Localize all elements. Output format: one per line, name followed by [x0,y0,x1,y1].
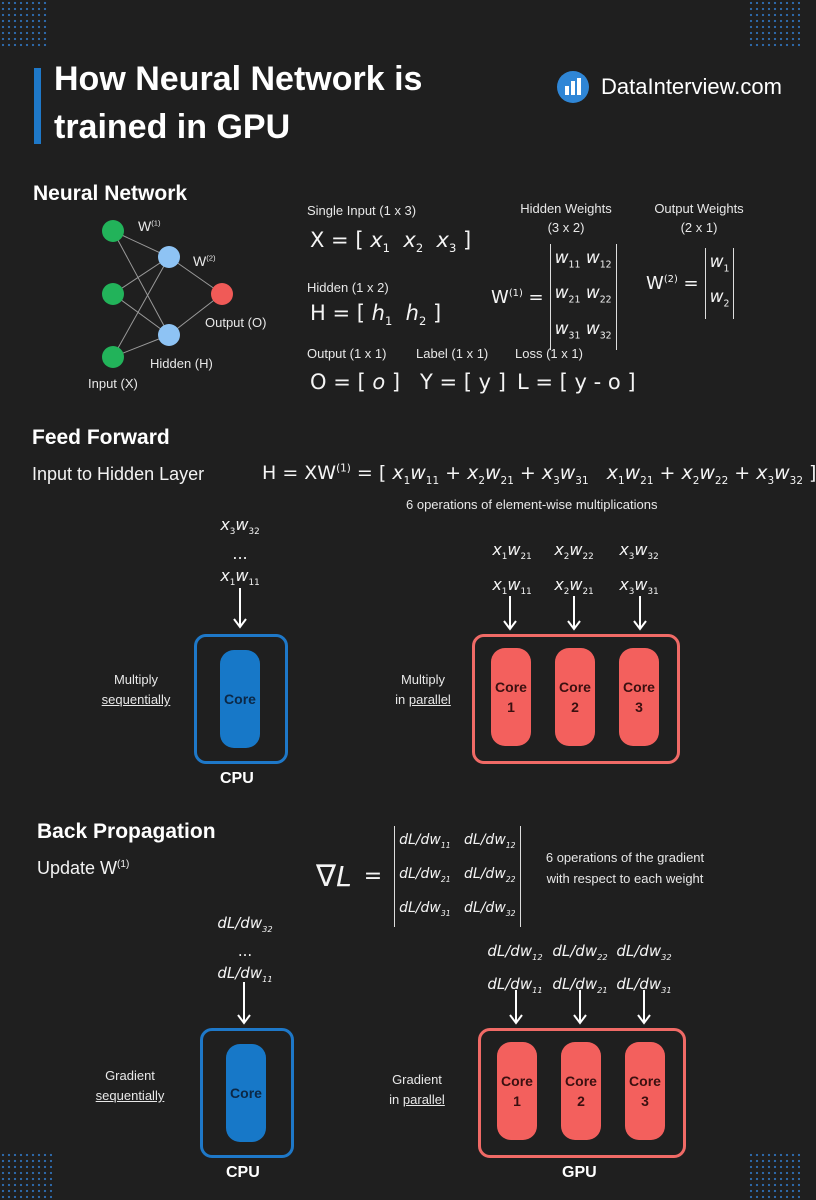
nn-heading: Neural Network [33,182,188,205]
output-dim: Output (1 x 1) [307,346,387,361]
cpu-feed-text: Multiply sequentially [101,672,171,707]
gradient-equation: ∇ L = $dL/dw_{11}$ $dL/dw_{12}$ $dL/dw_{21}$ $dL/dw_{22}$ $dL/dw_{31}$ $dL/dw_{32}$ [316,826,521,927]
decor-dots-tr [748,0,800,48]
title-line-1: How Neural Network is [54,60,423,98]
gpu-back-stack-2: $dL/dw_{22}$ $dL/dw_{21}$ [552,942,608,995]
output-node [211,283,233,305]
gpu-back-stack-3: $dL/dw_{32}$ $dL/dw_{31}$ [616,942,672,995]
gpu-back-core-2: Core 2 [561,1042,601,1140]
decor-dots-tl [0,0,48,48]
input-label: Input (X) [88,376,138,391]
gpu-feed-stack-1: $x_1w_{21}$ $x_1w_{11}$ [492,540,532,598]
gpu-back-core-1: Core 1 [497,1042,537,1140]
back-heading: Back Propagation [37,820,216,843]
gpu-back-caption: GPU [562,1164,597,1181]
single-input-dim: Single Input (1 x 3) [307,203,417,218]
title-accent-bar [34,68,41,144]
l-equation: L = [ y - o ] [517,370,636,394]
hidden-dim: Hidden (1 x 2) [307,280,389,295]
gpu-feed-text: Multiply in parallel [395,672,451,707]
decor-dots-bl [0,1152,52,1200]
gpu-back-stack-1: $dL/dw_{12}$ $dL/dw_{11}$ [487,942,543,995]
hidden-node-1 [158,246,180,268]
gpu-feed-stack-3: $x_3w_{32}$ $x_3w_{31}$ [619,540,659,598]
nn-diagram [80,210,280,380]
gpu-feed-core-3: Core 3 [619,648,659,746]
hidden-label: Hidden (H) [150,356,213,371]
gpu-feed-core-2: Core 2 [555,648,595,746]
output-weights-title: Output Weights (2 x 1) [654,201,744,235]
brand-name: DataInterview.com [601,74,782,99]
feed-subtitle: Input to Hidden Layer [32,464,205,484]
gradient-note: 6 operations of the gradient with respect to each weight [545,850,705,886]
w2-label: $W^{(2)}$ [193,253,216,269]
gpu-back-arrows-icon [506,990,666,1026]
x-equation: X = [ $x_1$ $x_2$ $x_3$ ] [310,228,472,256]
cpu-back-text: Gradient sequentially [95,1068,165,1103]
back-subtitle: Update $W^{(1)}$ [37,858,130,878]
gpu-back-core-3: Core 3 [625,1042,665,1140]
cpu-back-caption: CPU [226,1164,260,1181]
output-weights-matrix: $W^{(2)}$ = $w_1$ $w_2$ [646,248,734,319]
page-title [54,58,514,148]
hidden-node-2 [158,324,180,346]
input-node-1 [102,220,124,242]
cpu-feed-core: Core [220,650,260,748]
hidden-weights-title: Hidden Weights (3 x 2) [520,201,612,235]
title-line-2: trained in GPU [54,108,291,146]
gpu-feed-stack-2: $x_2w_{22}$ $x_2w_{21}$ [554,540,594,598]
cpu-feed-caption: CPU [220,770,254,787]
feed-heading: Feed Forward [32,426,170,449]
y-equation: Y = [ y ] [420,370,506,394]
cpu-feed-stack: $x_3w_{32}$ ... $x_1w_{11}$ [220,515,260,589]
input-node-2 [102,283,124,305]
cpu-back-stack: $dL/dw_{32}$ ... $dL/dw_{11}$ [217,914,273,984]
hidden-weights-matrix: $W^{(1)}$ = $w_{11}$ $w_{12}$ $w_{21}$ $w_{22}$ $w_{31}$ $w_{32}$ [491,244,617,350]
cpu-feed-arrow-icon [232,588,248,630]
o-equation: O = [ o ] [310,370,401,394]
brand-logo-icon [556,70,590,104]
h-equation: H = [ $h_1$ $h_2$ ] [310,301,442,329]
output-label: Output (O) [205,315,267,330]
decor-dots-br [748,1152,800,1200]
cpu-back-arrow-icon [236,982,252,1026]
gpu-feed-core-1: Core 1 [491,648,531,746]
gpu-feed-arrows-icon [500,596,660,632]
loss-dim: Loss (1 x 1) [515,346,583,361]
input-node-3 [102,346,124,368]
w1-label: $W^{(1)}$ [138,218,161,234]
label-dim: Label (1 x 1) [416,346,489,361]
gpu-back-text: Gradient in parallel [389,1072,445,1107]
feed-ops-note: 6 operations of element-wise multiplications [406,497,658,512]
feed-equation: $H = XW^{(1)}$ = [ $x_1w_{11} + x_2w_{21} + x_3w_{31}$ $x_1w_{21} + x_2w_{22} + x_3w_{32}$ ] [262,462,816,487]
cpu-back-core: Core [226,1044,266,1142]
